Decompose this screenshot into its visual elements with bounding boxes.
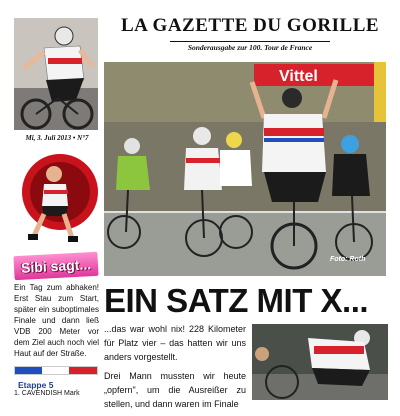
rider-crash-photo xyxy=(252,324,388,400)
vittel-banner-text: Vittel xyxy=(279,68,318,85)
issue-date: Mi, 3. Juli 2013 • N°7 xyxy=(25,134,89,142)
rider-photo xyxy=(14,18,98,130)
masthead-title: LA GAZETTE DU GORILLE xyxy=(120,15,380,36)
sprint-finish-photo xyxy=(104,62,386,276)
sibi-photo xyxy=(14,146,98,248)
article-paragraph: ...das war wohl nix! 228 Kilometer für Platz vier – das hatten wir uns anders vorgestellt. xyxy=(104,324,246,362)
stage-result-line: 1. CAVENDISH Mark xyxy=(14,390,80,397)
sibi-label-banner xyxy=(13,252,98,280)
masthead-divider xyxy=(170,41,330,42)
left-column-text: Ein Tag zum abhaken! Erst Stau zum Start, später ein suboptimales Finale und dann ließ VDB 200 Meter vor dem Ziel auch noch viel Haut auf der Straße. xyxy=(14,283,99,358)
french-flag-bar xyxy=(14,366,98,375)
headline: EIN SATZ MIT X... xyxy=(104,282,369,319)
sibi-label: Sibi sagt... xyxy=(20,256,92,276)
etappe-label: Etappe 5 xyxy=(18,380,54,390)
photo-credit: Foto: Roth xyxy=(330,256,366,263)
masthead-subtitle: Sonderausgabe zur 100. Tour de France xyxy=(187,43,313,52)
article-body xyxy=(104,322,246,416)
article-paragraph: Drei Mann mussten wir heute „opfern", um die Ausreißer zu stellen, und dann waren im Finale xyxy=(104,371,246,409)
